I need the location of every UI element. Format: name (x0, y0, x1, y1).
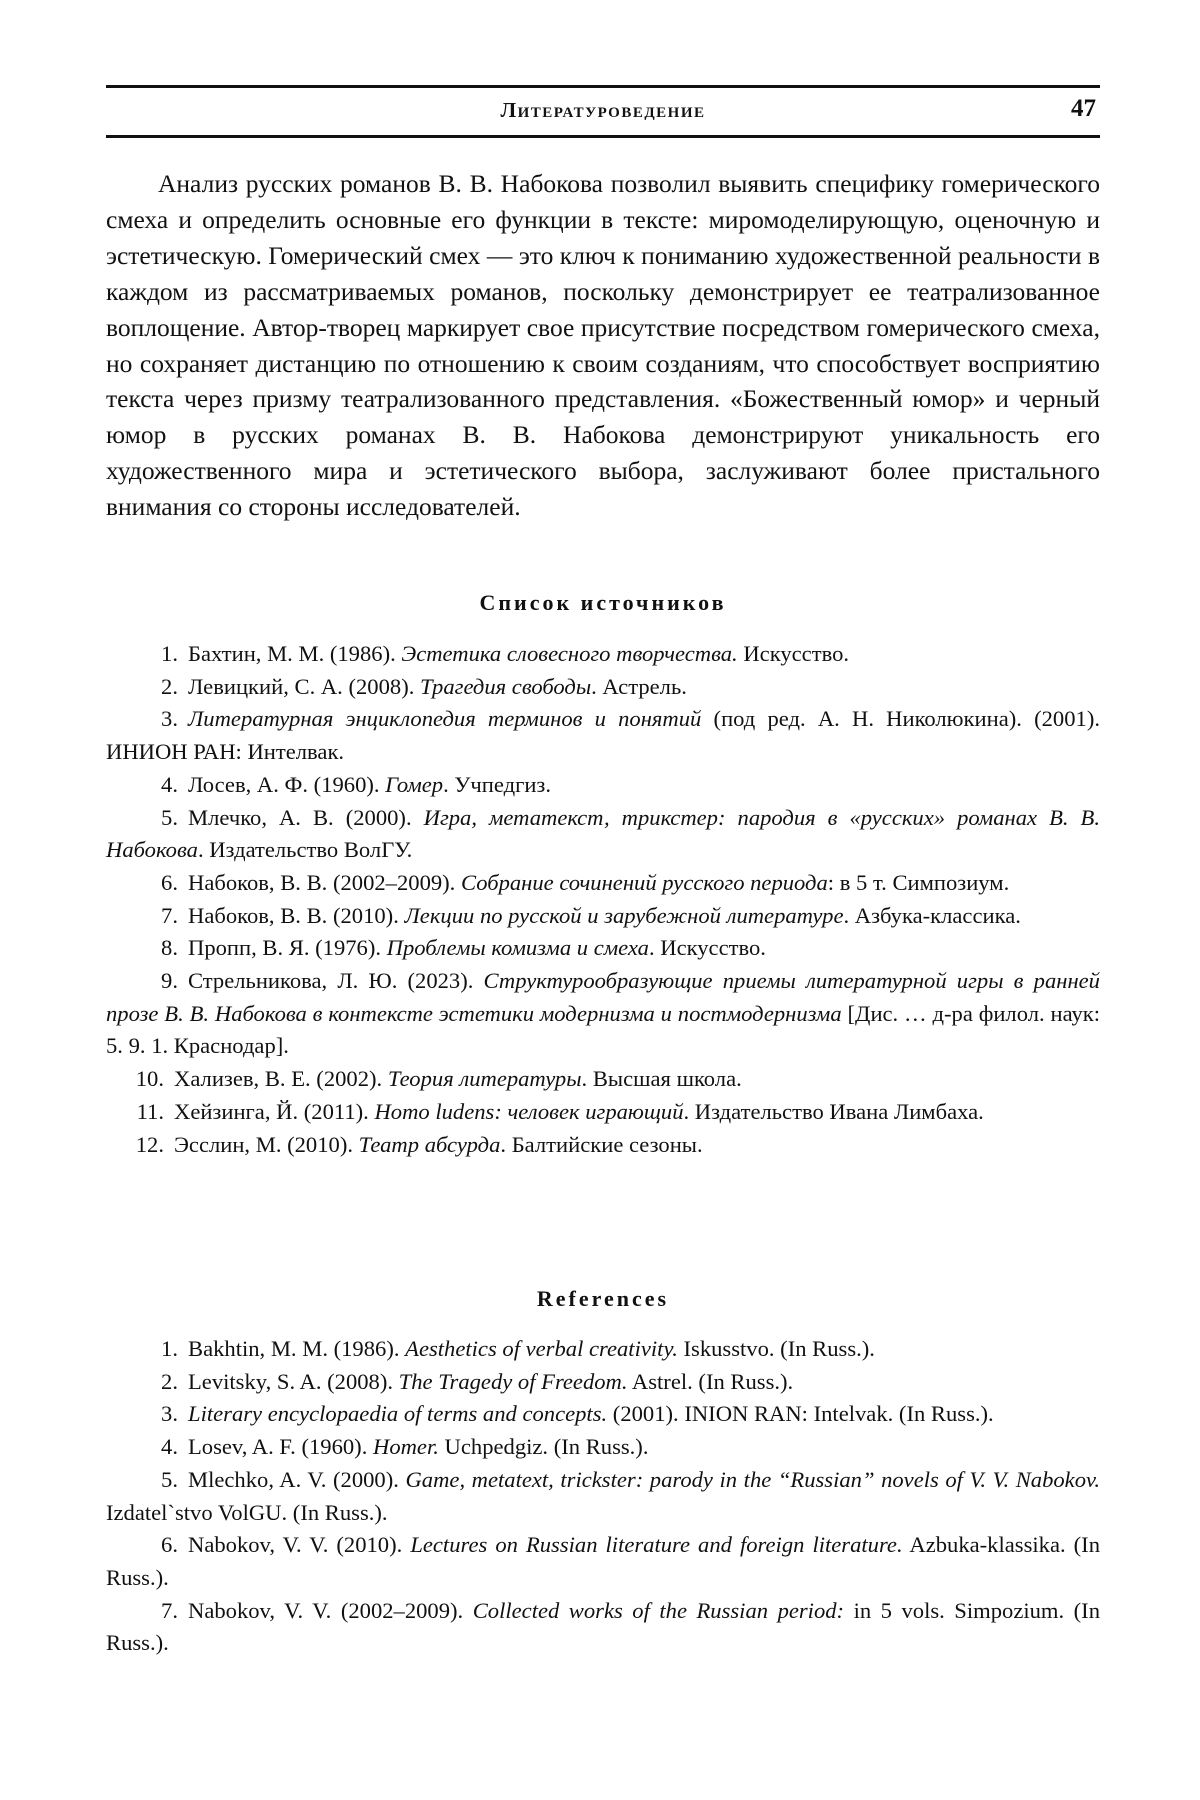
reference-number: 4. (144, 769, 178, 802)
reference-text: Astrel. (In Russ.). (628, 1369, 794, 1394)
reference-item (106, 1333, 1100, 1366)
reference-item (106, 1595, 1100, 1660)
reference-title: Трагедия свободы (420, 674, 591, 699)
reference-number: 7. (144, 1595, 178, 1628)
reference-number: 3. (144, 703, 178, 736)
reference-item (106, 965, 1100, 1063)
reference-number: 6. (144, 1529, 178, 1562)
reference-title: Game, metatext, trickster: parody in the “Russian” novels of V. V. Nabokov. (405, 1467, 1100, 1492)
reference-number: 2. (144, 671, 178, 704)
reference-text: . Высшая школа. (582, 1066, 742, 1091)
reference-title: Литературная энциклопедия терминов и понятий (188, 706, 701, 731)
reference-title: Homo ludens: человек играющий (374, 1099, 683, 1124)
reference-title: Собрание сочинений русского периода (461, 870, 828, 895)
reference-title: Театр абсурда (359, 1132, 501, 1157)
reference-text: Хализев, В. Е. (2002). (174, 1066, 388, 1091)
reference-title: Структурообразующие приемы литературной игры в ранней прозе В. В. Набокова в контексте эстетики модернизма и постмодер­низма (106, 968, 1100, 1026)
reference-item (106, 1366, 1100, 1399)
reference-text: Левицкий, С. А. (2008). (188, 674, 420, 699)
reference-item (106, 1464, 1100, 1529)
reference-text: . Искусство. (649, 935, 766, 960)
reference-number: 9. (144, 965, 178, 998)
reference-text: Искусство. (738, 641, 849, 666)
reference-text: Стрельникова, Л. Ю. (2023). (188, 968, 484, 993)
reference-title: Проблемы комизма и смеха (387, 935, 649, 960)
reference-number: 10. (130, 1063, 164, 1096)
reference-number: 8. (144, 932, 178, 965)
reference-text: . Издательство Ивана Лимбаха. (684, 1099, 984, 1124)
reference-title: Aesthetics of verbal creativity. (405, 1336, 678, 1361)
sources-list (106, 638, 1100, 1161)
reference-item (106, 703, 1100, 768)
reference-number: 4. (144, 1431, 178, 1464)
reference-number: 1. (144, 1333, 178, 1366)
reference-text: Uchpedgiz. (In Russ.). (439, 1434, 649, 1459)
reference-item (106, 1129, 1100, 1162)
reference-title: Literary encyclopaedia of terms and concepts. (188, 1401, 607, 1426)
running-title: Литературоведение (106, 98, 1100, 123)
reference-text: (2001). INION RAN: Intelvak. (In Russ.). (607, 1401, 994, 1426)
reference-text: Nabokov, V. V. (2010). (188, 1532, 410, 1557)
reference-text: Пропп, В. Я. (1976). (188, 935, 387, 960)
references-heading: References (106, 1286, 1100, 1312)
reference-number: 6. (144, 867, 178, 900)
reference-item (106, 1431, 1100, 1464)
reference-text: Nabokov, V. V. (2002–2009). (188, 1598, 473, 1623)
reference-text: : в 5 т. Симпозиум. (828, 870, 1009, 895)
reference-text: Bakhtin, M. M. (1986). (188, 1336, 405, 1361)
reference-title: Lectures on Russian literature and foreign literature. (410, 1532, 902, 1557)
reference-text: Iskusstvo. (In Russ.). (678, 1336, 875, 1361)
reference-text: Бахтин, М. М. (1986). (188, 641, 401, 666)
reference-title: Игра, метатекст, трикстер: пародия в «русских» рома­нах В. В. Набокова (106, 805, 1100, 863)
references-list (106, 1333, 1100, 1660)
header-top-rule (106, 85, 1100, 88)
reference-number: 2. (144, 1366, 178, 1399)
reference-text: . Учпедгиз. (443, 772, 551, 797)
reference-text: . Издательство ВолГУ. (198, 837, 412, 862)
header-bottom-rule (106, 135, 1100, 138)
reference-text: [Дис. … д-ра филол. наук: 5. 9. 1. Краснодар]. (106, 1001, 1100, 1059)
reference-text: Levitsky, S. A. (2008). (188, 1369, 399, 1394)
reference-number: 5. (144, 802, 178, 835)
reference-number: 5. (144, 1464, 178, 1497)
reference-item (106, 1096, 1100, 1129)
reference-text: in 5 vols. Simpozium. (In Russ.). (106, 1598, 1100, 1656)
reference-text: (под ред. А. Н. Николюки­на). (2001). ИНИОН РАН: Интелвак. (106, 706, 1100, 764)
reference-number: 12. (130, 1129, 164, 1162)
reference-number: 7. (144, 900, 178, 933)
reference-item (106, 1529, 1100, 1594)
reference-title: Collected works of the Russian period: (473, 1598, 844, 1623)
reference-item (106, 638, 1100, 671)
reference-text: Izdatel`stvo VolGU. (In Russ.). (106, 1500, 388, 1525)
reference-item (106, 900, 1100, 933)
reference-text: Набоков, В. В. (2002–2009). (188, 870, 461, 895)
reference-item (106, 867, 1100, 900)
page-number: 47 (1071, 95, 1096, 123)
reference-text: Эсслин, М. (2010). (174, 1132, 359, 1157)
reference-item (106, 769, 1100, 802)
reference-text: Набоков, В. В. (2010). (188, 903, 405, 928)
conclusion-paragraph: Анализ русских романов В. В. Набокова позволил выявить специфику гомерического смеха и определить основные его функции в тексте: миромоделирующую, оценочную и эстетическую. Гомерический смех — это ключ к пониманию художественной реальности в каждом из рассматриваемых романов, поскольку демонстрирует ее театрализованное воплощение. Автор-творец маркирует свое присутствие посредством гомерического смеха, но сохраняет дистанцию по отношению к своим созданиям, что способствует восприятию текста через призму театрализованного представления. «Божественный юмор» и черный юмор в русских романах В. В. Набокова демонстрируют уникальность его художественного мира и эстетического выбора, заслуживают более пристального внимания со стороны исследователей. (106, 166, 1100, 525)
reference-title: The Tragedy of Freedom. (399, 1369, 628, 1394)
reference-text: Mlechko, A. V. (2000). (188, 1467, 405, 1492)
reference-text: . Астрель. (591, 674, 687, 699)
reference-item (106, 802, 1100, 867)
running-header (106, 98, 1100, 128)
reference-text: Лосев, А. Ф. (1960). (188, 772, 385, 797)
reference-number: 11. (130, 1096, 164, 1129)
reference-text: . Азбука-классика. (844, 903, 1021, 928)
reference-title: Эстетика словесного творчества. (401, 641, 737, 666)
reference-number: 3. (144, 1398, 178, 1431)
reference-text: . Балтийские сезоны. (500, 1132, 702, 1157)
reference-item (106, 932, 1100, 965)
reference-item (106, 1398, 1100, 1431)
reference-text: Azbuka-klassika. (In Russ.). (106, 1532, 1100, 1590)
reference-number: 1. (144, 638, 178, 671)
reference-title: Лекции по русской и зарубежной литературе (405, 903, 844, 928)
reference-text: Losev, A. F. (1960). (188, 1434, 373, 1459)
reference-item (106, 1063, 1100, 1096)
reference-text: Хейзинга, Й. (2011). (174, 1099, 374, 1124)
reference-title: Гомер (385, 772, 443, 797)
sources-heading: Список источников (106, 590, 1100, 616)
reference-item (106, 671, 1100, 704)
reference-title: Homer. (373, 1434, 439, 1459)
reference-text: Млечко, А. В. (2000). (188, 805, 424, 830)
reference-title: Теория литературы (388, 1066, 582, 1091)
